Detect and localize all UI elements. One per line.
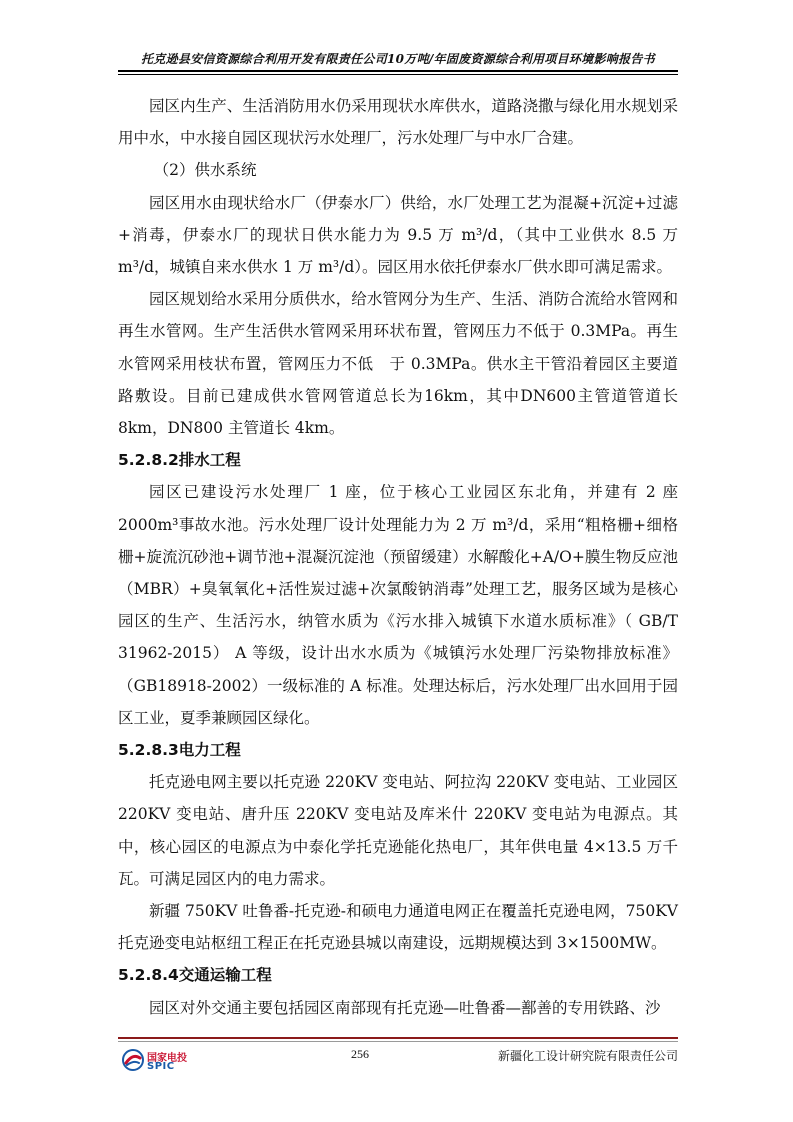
paragraph: 园区规划给水采用分质供水，给水管网分为生产、生活、消防合流给水管网和再生水管网。生产生活供水管网采用环状布置，管网压力不低于 0.3MPa。再生水管网采用枝状布置，管网压力不低 于 0.3MPa。供水主干管沿着园区主要道路敷设。目前已建成供水管网管道总长为16km，其中DN600主管道管道长 8km，DN800 主管道长 4km。 xyxy=(118,290,678,438)
logo-text-en: SPIC xyxy=(147,1061,175,1072)
paragraph: 园区已建设污水处理厂 1 座，位于核心工业园区东北角，并建有 2 座 2000m³事故水池。污水处理厂设计处理能力为 2 万 m³/d，采用“粗格栅+细格栅+旋流沉砂池+调节池+混凝沉淀池（预留缓建）水解酸化+A/O+膜生物反应池（MBR）+臭氧氧化+活性炭过滤+次氯酸钠消毒”处理工艺，服务区域为是核心园区的生产、生活污水，纳管水质为《污水排入城镇下水道水质标准》（ GB/T 31962-2015） A 等级，设计出水水质为《城镇污水处理厂污染物排放标准》（GB18918-2002）一级标准的 A 标准。处理达标后，污水处理厂出水回用于园区工业，夏季兼顾园区绿化。 xyxy=(118,483,678,727)
section-heading: 5.2.8.4交通运输工程 xyxy=(118,966,272,985)
page-number: 256 xyxy=(351,1047,369,1061)
paragraph: 园区用水由现状给水厂（伊泰水厂）供给，水厂处理工艺为混凝+沉淀+过滤+消毒，伊泰水厂的现状日供水能力为 9.5 万 m³/d，（其中工业供水 8.5 万 m³/d，城镇自来水供水 1 万 m³/d）。园区用水依托伊泰水厂供水即可满足需求。 xyxy=(118,193,678,277)
footer-rule-thin xyxy=(118,1041,678,1042)
spic-logo-icon xyxy=(122,1049,144,1071)
running-header: 托克逊县安信资源综合利用开发有限责任公司10万吨/年固废资源综合利用项目环境影响报告书 xyxy=(141,52,655,66)
section-heading: 5.2.8.3电力工程 xyxy=(118,741,241,760)
paragraph: 园区对外交通主要包括园区南部现有托克逊—吐鲁番—鄯善的专用铁路、沙 xyxy=(149,998,661,1017)
footer-organization: 新疆化工设计研究院有限责任公司 xyxy=(497,1049,678,1063)
spic-logo xyxy=(122,1045,192,1075)
paragraph: 新疆 750KV 吐鲁番-托克逊-和硕电力通道电网正在覆盖托克逊电网，750KV托克逊变电站枢纽工程正在托克逊县城以南建设，远期规模达到 3×1500MW。 xyxy=(118,902,678,953)
page-body xyxy=(118,90,678,1024)
footer-rule xyxy=(118,1037,678,1039)
header-rule xyxy=(118,70,678,72)
section-heading: 5.2.8.2排水工程 xyxy=(118,451,241,470)
logo-text-cn: 国家电投 xyxy=(147,1053,187,1064)
subsection-title: （2）供水系统 xyxy=(153,161,257,180)
paragraph: 园区内生产、生活消防用水仍采用现状水库供水，道路浇撒与绿化用水规划采用中水，中水接自园区现状污水处理厂，污水处理厂与中水厂合建。 xyxy=(118,97,678,148)
header-rule-thin xyxy=(118,74,678,75)
paragraph: 托克逊电网主要以托克逊 220KV 变电站、阿拉沟 220KV 变电站、工业园区 220KV 变电站、唐升压 220KV 变电站及库米什 220KV 变电站为电源点。其中，核心园区的电源点为中泰化学托克逊能化热电厂，其年供电量 4×13.5 万千瓦。可满足园区内的电力需求。 xyxy=(118,773,678,888)
